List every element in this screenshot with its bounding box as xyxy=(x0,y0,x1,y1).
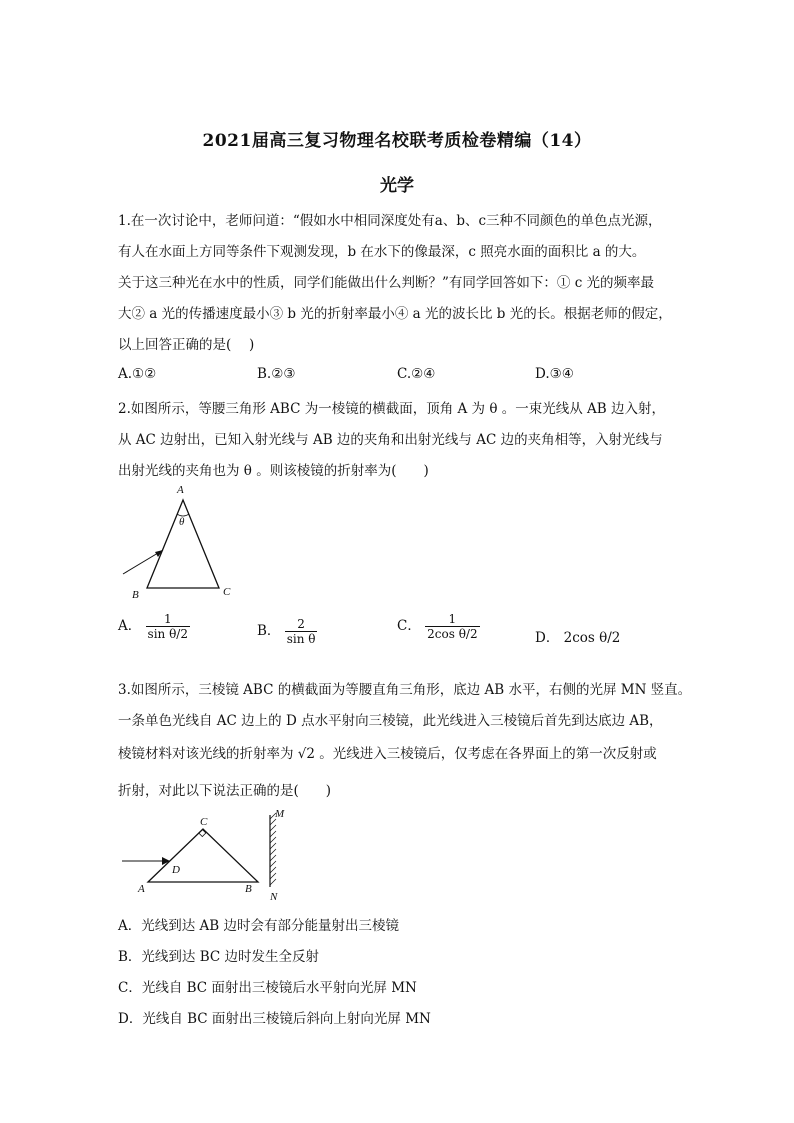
q1-option-d: D.③④ xyxy=(535,366,574,382)
q3-line-2: 一条单色光线自 AC 边上的 D 点水平射向三棱镜，此光线进入三棱镜后首先到达底边 AB， xyxy=(118,713,663,729)
label-c: C xyxy=(200,816,208,828)
label-a: A xyxy=(177,484,184,496)
q2-option-d: D． 2cos θ/2 xyxy=(535,630,621,646)
label-d: D xyxy=(172,864,180,876)
q3-option-d: D．光线自 BC 面射出三棱镜后斜向上射向光屏 MN xyxy=(118,1011,431,1027)
prism-figure-q3 xyxy=(118,805,298,905)
label-n: N xyxy=(270,891,278,903)
q3-option-a: A．光线到达 AB 边时会有部分能量射出三棱镜 xyxy=(118,918,400,934)
q3-line-4: 折射，对此以下说法正确的是( ) xyxy=(118,783,332,799)
prism-figure-q2 xyxy=(115,480,245,605)
label-theta: θ xyxy=(179,516,185,528)
q1-option-c: C.②④ xyxy=(397,366,436,382)
q3-line-3: 棱镜材料对该光线的折射率为 √2 。光线进入三棱镜后，仅考虑在各界面上的第一次反射或 xyxy=(118,746,657,762)
label-b: B xyxy=(245,883,252,895)
q2-option-b: B． $\frac{2}{\text{sin θ}}$ xyxy=(257,617,316,646)
q1-line-1: 1.在一次讨论中，老师问道：“假如水中相同深度处有a、b、c三种不同颜色的单色点光源， xyxy=(118,213,662,229)
q1-line-3: 关于这三种光在水中的性质，同学们能做出什么判断？”有同学回答如下：① c 光的频率最 xyxy=(118,275,655,291)
q1-line-4: 大② a 光的传播速度最小③ b 光的折射率最小④ a 光的波长比 b 光的长。根据老师的假定， xyxy=(118,306,672,322)
triangle-abc xyxy=(147,500,219,588)
label-b: B xyxy=(132,589,139,601)
q1-line-2: 有人在水面上方同等条件下观测发现，b 在水下的像最深，c 照亮水面的面积比 a 的大。 xyxy=(118,244,646,260)
triangle-abc xyxy=(148,829,258,882)
screen-hatching xyxy=(270,813,276,885)
q3-line-1: 3.如图所示，三棱镜 ABC 的横截面为等腰直角三角形，底边 AB 水平，右侧的光屏 MN 竖直。 xyxy=(118,682,692,698)
label-c: C xyxy=(223,586,231,598)
label-a: A xyxy=(138,883,145,895)
q1-option-a: A.①② xyxy=(118,366,157,382)
section-title: 光学 xyxy=(380,176,414,196)
q2-line-1: 2.如图所示，等腰三角形 ABC 为一棱镜的横截面，顶角 A 为 θ 。一束光线从 AB 边入射， xyxy=(118,401,666,417)
q3-option-b: B．光线到达 BC 边时发生全反射 xyxy=(118,949,320,965)
q1-option-b: B.②③ xyxy=(257,366,296,382)
label-m: M xyxy=(275,808,285,820)
q3-option-c: C．光线自 BC 面射出三棱镜后水平射向光屏 MN xyxy=(118,980,417,996)
q2-line-3: 出射光线的夹角也为 θ 。则该棱镜的折射率为( ) xyxy=(118,463,429,479)
page-title: 2021届高三复习物理名校联考质检卷精编（14） xyxy=(202,131,592,151)
q2-option-c: C． $\frac{1}{\text{2cos θ/2}}$ xyxy=(397,612,478,641)
q1-line-5: 以上回答正确的是( ) xyxy=(118,337,255,353)
q2-option-a: A． $\frac{1}{\text{sin θ/2}}$ xyxy=(118,612,188,641)
q2-line-2: 从 AC 边射出，已知入射光线与 AB 边的夹角和出射光线与 AC 边的夹角相等，入射光线与 xyxy=(118,432,663,448)
